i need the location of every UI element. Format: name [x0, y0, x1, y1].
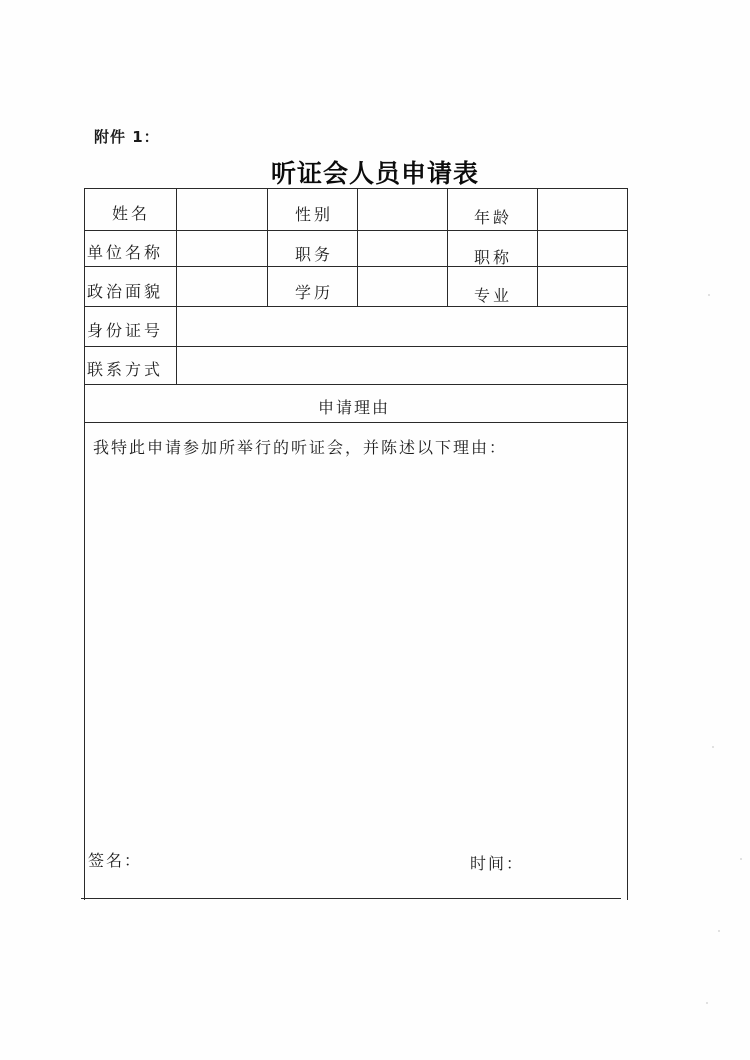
table-left-border — [84, 188, 85, 900]
row-divider-3 — [84, 306, 628, 307]
column-divider-1 — [176, 188, 177, 384]
education-label: 学历 — [295, 283, 334, 302]
row-divider-2 — [84, 266, 628, 267]
table-top-border — [84, 188, 628, 189]
scan-speck — [706, 1002, 708, 1004]
column-divider-2 — [267, 188, 268, 306]
column-divider-3 — [357, 188, 358, 306]
id-number-label: 身份证号 — [87, 321, 164, 340]
position-label: 职务 — [295, 245, 334, 264]
title-label: 职称 — [474, 248, 513, 267]
contact-label: 联系方式 — [87, 360, 164, 379]
major-label: 专业 — [474, 286, 513, 305]
work-unit-label: 单位名称 — [87, 243, 164, 262]
row-divider-6 — [84, 422, 628, 423]
reason-statement: 我特此申请参加所举行的听证会，并陈述以下理由： — [93, 438, 508, 457]
form-title: 听证会人员申请表 — [270, 159, 479, 188]
scan-speck — [708, 294, 710, 296]
age-label: 年龄 — [474, 208, 513, 227]
column-divider-4 — [447, 188, 448, 306]
row-divider-4 — [84, 346, 628, 347]
signature-label: 签名： — [88, 851, 143, 870]
political-status-label: 政治面貌 — [87, 282, 164, 301]
attachment-label: 附件 1： — [94, 128, 160, 146]
row-divider-5 — [84, 384, 628, 385]
table-right-border — [627, 188, 628, 900]
scan-speck — [712, 746, 714, 748]
gender-label: 性别 — [295, 205, 334, 224]
table-bottom-border — [81, 898, 621, 899]
name-label: 姓名 — [112, 204, 151, 223]
reason-header: 申请理由 — [318, 398, 391, 417]
scan-speck — [718, 930, 720, 932]
column-divider-5 — [537, 188, 538, 306]
row-divider-1 — [84, 230, 628, 231]
time-label: 时间： — [470, 854, 525, 873]
application-form-table — [84, 188, 628, 902]
scan-speck — [740, 858, 742, 860]
